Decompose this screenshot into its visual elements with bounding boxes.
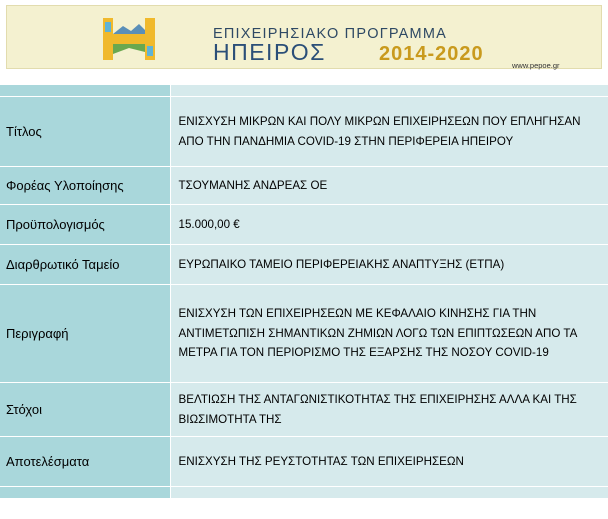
row-value: ΕΥΡΩΠΑΙΚΟ ΤΑΜΕΙΟ ΠΕΡΙΦΕΡΕΙΑΚΗΣ ΑΝΑΠΤΥΞΗΣ (ΕΤΠΑ) — [170, 245, 608, 285]
row-value: ΕΝΙΣΧΥΣΗ ΤΗΣ ΡΕΥΣΤΟΤΗΤΑΣ ΤΩΝ ΕΠΙΧΕΙΡΗΣΕΩΝ — [170, 437, 608, 487]
row-label: Διαρθρωτικό Ταμείο — [0, 245, 170, 285]
table-row-budget — [0, 205, 608, 245]
row-label: Στόχοι — [0, 383, 170, 437]
banner-box — [6, 5, 602, 69]
banner-years: 2014-2020 — [379, 43, 484, 65]
row-value: ΤΣΟΥΜΑΝΗΣ ΑΝΔΡΕΑΣ ΟΕ — [170, 167, 608, 205]
row-value: 15.000,00 € — [170, 205, 608, 245]
table-row-results — [0, 437, 608, 487]
row-label: Τίτλος — [0, 97, 170, 167]
project-info-table — [0, 84, 608, 499]
row-value: ΕΝΙΣΧΥΣΗ ΜΙΚΡΩΝ ΚΑΙ ΠΟΛΥ ΜΙΚΡΩΝ ΕΠΙΧΕΙΡΗΣΕΩΝ ΠΟΥ ΕΠΛΗΓΗΣΑΝ ΑΠΟ ΤΗΝ ΠΑΝΔΗΜΙΑ COVID-19 ΣΤΗΝ ΠΕΡΙΦΕΡΕΙΑ ΗΠΕΙΡΟΥ — [170, 97, 608, 167]
epirus-logo-icon — [103, 18, 155, 60]
row-label: Αποτελέσματα — [0, 437, 170, 487]
row-label: Περιγραφή — [0, 285, 170, 383]
banner-line2: ΗΠΕΙΡΟΣ — [213, 39, 326, 65]
table-row-goals — [0, 383, 608, 437]
table-row-fund — [0, 245, 608, 285]
table-bottom-spacer — [0, 487, 608, 499]
program-banner — [0, 0, 608, 78]
banner-line1: ΕΠΙΧΕΙΡΗΣΙΑΚΟ ΠΡΟΓΡΑΜΜΑ — [213, 26, 447, 42]
banner-url: www.pepoe.gr — [512, 61, 560, 70]
table-top-spacer — [0, 85, 608, 97]
table-row-description — [0, 285, 608, 383]
row-value: ΕΝΙΣΧΥΣΗ ΤΩΝ ΕΠΙΧΕΙΡΗΣΕΩΝ ΜΕ ΚΕΦΑΛΑΙΟ ΚΙΝΗΣΗΣ ΓΙΑ ΤΗΝ ΑΝΤΙΜΕΤΩΠΙΣΗ ΣΗΜΑΝΤΙΚΩΝ ΖΗΜΙΩΝ ΛΟΓΩ ΤΩΝ ΕΠΙΠΤΩΣΕΩΝ ΑΠΟ ΤΑ ΜΕΤΡΑ ΓΙΑ ΤΟΝ ΠΕΡΙΟΡΙΣΜΟ ΤΗΣ ΕΞΑΡΣΗΣ ΤΗΣ ΝΟΣΟΥ COVID-19 — [170, 285, 608, 383]
row-label: Προϋπολογισμός — [0, 205, 170, 245]
row-label: Φορέας Υλοποίησης — [0, 167, 170, 205]
table-row-title — [0, 97, 608, 167]
row-value: ΒΕΛΤΙΩΣΗ ΤΗΣ ΑΝΤΑΓΩΝΙΣΤΙΚΟΤΗΤΑΣ ΤΗΣ ΕΠΙΧΕΙΡΗΣΗΣ ΑΛΛΑ ΚΑΙ ΤΗΣ ΒΙΩΣΙΜΟΤΗΤΑ ΤΗΣ — [170, 383, 608, 437]
table-row-implementer — [0, 167, 608, 205]
